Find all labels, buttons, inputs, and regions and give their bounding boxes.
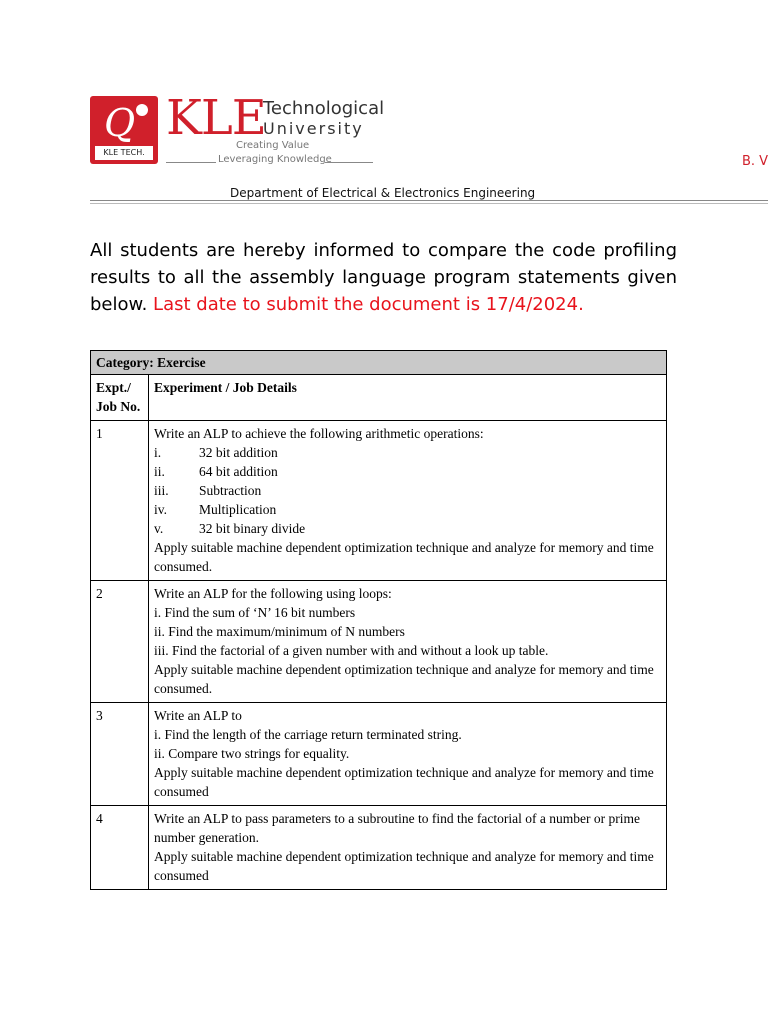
tagline-2: Leveraging Knowledge (218, 154, 332, 165)
category-row (91, 351, 667, 375)
job-details (149, 421, 667, 581)
job-outro: Apply suitable machine dependent optimization technique and analyze for memory and time consumed (154, 765, 654, 799)
list-number: iv. (154, 502, 167, 517)
job-details (149, 806, 667, 890)
job-intro: Write an ALP to achieve the following arithmetic operations: (154, 426, 484, 441)
job-outro: Apply suitable machine dependent optimization technique and analyze for memory and time consumed (154, 849, 654, 883)
table-row (91, 581, 667, 703)
job-line: ii. Compare two strings for equality. (154, 746, 350, 761)
logo-tag: KLE TECH. (94, 145, 154, 161)
job-outro: Apply suitable machine dependent optimization technique and analyze for memory and time consumed. (154, 662, 654, 696)
list-item (154, 462, 661, 481)
job-number: 3 (91, 703, 149, 806)
job-line: ii. Find the maximum/minimum of N numbers (154, 624, 405, 639)
header-right-text: B. V (742, 154, 768, 169)
job-details (149, 581, 667, 703)
list-text: 32 bit binary divide (199, 521, 306, 536)
list-text: 64 bit addition (199, 464, 278, 479)
job-outro: Apply suitable machine dependent optimization technique and analyze for memory and time consumed. (154, 540, 654, 574)
table-row (91, 806, 667, 890)
logo-emblem-icon (96, 100, 152, 144)
list-item (154, 443, 661, 462)
list-item (154, 481, 661, 500)
list-text: Multiplication (199, 502, 277, 517)
brand-line-1: Technological (263, 98, 385, 119)
department-name: Department of Electrical & Electronics Engineering (230, 186, 536, 200)
notice-deadline: Last date to submit the document is 17/4/2024. (153, 294, 584, 315)
job-intro: Write an ALP for the following using loops: (154, 586, 392, 601)
exercise-table (90, 350, 667, 890)
list-text: Subtraction (199, 483, 262, 498)
job-number: 1 (91, 421, 149, 581)
table-header-row (91, 375, 667, 421)
list-item (154, 500, 661, 519)
column-header-job-no: Expt./ Job No. (91, 375, 149, 421)
list-item (154, 519, 661, 538)
brand-line-2: University (263, 119, 364, 138)
table-row (91, 703, 667, 806)
list-number: v. (154, 521, 164, 536)
list-number: i. (154, 445, 162, 460)
university-logo (90, 96, 158, 164)
tagline-rule-right (325, 162, 373, 163)
tagline-rule-left (166, 162, 216, 163)
list-number: iii. (154, 483, 169, 498)
job-line: i. Find the length of the carriage return terminated string. (154, 727, 462, 742)
tagline-1: Creating Value (236, 140, 310, 151)
job-number: 2 (91, 581, 149, 703)
category-cell: Category: Exercise (91, 351, 667, 375)
brand-name: KLE (166, 90, 266, 146)
job-line: i. Find the sum of ‘N’ 16 bit numbers (154, 605, 356, 620)
column-header-details: Experiment / Job Details (149, 375, 667, 421)
job-intro: Write an ALP to (154, 708, 242, 723)
notice-paragraph (90, 237, 677, 318)
job-line: iii. Find the factorial of a given number with and without a look up table. (154, 643, 549, 658)
header-divider-secondary (90, 203, 768, 204)
svg-text:Q: Q (104, 101, 136, 144)
header-divider (90, 200, 768, 201)
list-text: 32 bit addition (199, 445, 278, 460)
job-number: 4 (91, 806, 149, 890)
job-intro: Write an ALP to pass parameters to a subroutine to find the factorial of a number or prime number generation. (154, 811, 640, 845)
job-details (149, 703, 667, 806)
notice-text: All students are hereby informed to compare the code profiling results to all the assembly language program statements given below. (90, 240, 677, 315)
table-row (91, 421, 667, 581)
list-number: ii. (154, 464, 165, 479)
